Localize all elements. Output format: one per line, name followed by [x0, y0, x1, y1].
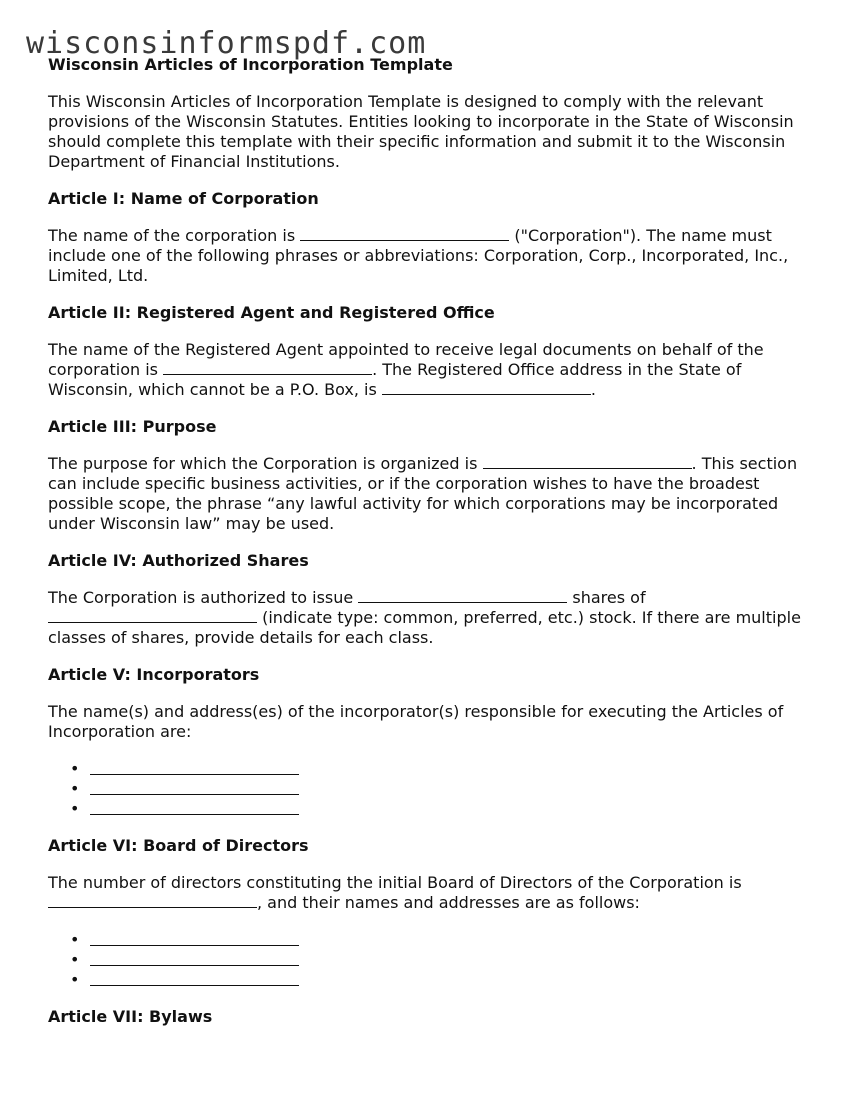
- corporation-name-blank[interactable]: [300, 226, 509, 241]
- intro-paragraph: This Wisconsin Articles of Incorporation Template is designed to comply with the relevant provisions of the Wisconsin Statutes. Entities looking to incorporate in the State of Wisconsin should complete this template with their specific information and submit it to the Wisconsin Department of Financial Institutions.: [48, 92, 794, 171]
- registered-office-blank[interactable]: [382, 380, 591, 395]
- site-watermark: wisconsinformspdf.com: [26, 26, 427, 61]
- article-4-text-after: (indicate type: common, preferred, etc.) stock. If there are multiple classes of shares, provide details for each class.: [48, 608, 801, 647]
- bullet-icon: •: [70, 930, 80, 949]
- director-blank-2[interactable]: [90, 951, 299, 966]
- article-3-text-before: The purpose for which the Corporation is organized is: [48, 454, 483, 473]
- incorporators-list: [48, 759, 818, 819]
- article-5-heading: Article V: Incorporators: [48, 665, 260, 684]
- list-item: [68, 930, 818, 950]
- share-count-blank[interactable]: [358, 588, 567, 603]
- article-3-text-after: . This section can include specific business activities, or if the corporation wishes to have the broadest possible scope, the phrase “any lawful activity for which corporations may be incorporated under Wisconsin law” may be used.: [48, 454, 798, 533]
- document-title: Wisconsin Articles of Incorporation Template: [48, 55, 453, 74]
- article-2-paragraph: [48, 340, 818, 400]
- article-2-text-before: The name of the Registered Agent appointed to receive legal documents on behalf of the corporation is: [48, 340, 764, 379]
- article-4-text-middle: shares of: [567, 588, 646, 607]
- article-6-text-before: The number of directors constituting the initial Board of Directors of the Corporation is: [48, 873, 742, 892]
- director-blank-1[interactable]: [90, 931, 299, 946]
- article-2-heading: Article II: Registered Agent and Registered Office: [48, 303, 495, 322]
- purpose-blank[interactable]: [483, 454, 692, 469]
- directors-list: [48, 930, 818, 990]
- article-7-heading: Article VII: Bylaws: [48, 1007, 213, 1026]
- director-count-blank[interactable]: [48, 893, 257, 908]
- article-4-paragraph: [48, 588, 818, 648]
- article-3-heading: Article III: Purpose: [48, 417, 217, 436]
- incorporator-blank-1[interactable]: [90, 760, 299, 775]
- bullet-icon: •: [70, 950, 80, 969]
- list-item: [68, 950, 818, 970]
- registered-agent-blank[interactable]: [163, 360, 372, 375]
- article-3-paragraph: [48, 454, 818, 534]
- list-item: [68, 779, 818, 799]
- list-item: [68, 759, 818, 779]
- list-item: [68, 799, 818, 819]
- director-blank-3[interactable]: [90, 971, 299, 986]
- article-6-paragraph: [48, 873, 818, 913]
- article-6-text-after: , and their names and addresses are as follows:: [257, 893, 640, 912]
- incorporator-blank-2[interactable]: [90, 780, 299, 795]
- article-2-text-after: .: [590, 380, 597, 399]
- incorporator-blank-3[interactable]: [90, 800, 299, 815]
- bullet-icon: •: [70, 799, 80, 818]
- bullet-icon: •: [70, 970, 80, 989]
- article-1-paragraph: [48, 226, 818, 286]
- article-5-paragraph: The name(s) and address(es) of the incorporator(s) responsible for executing the Articles of Incorporation are:: [48, 702, 784, 741]
- document-body: [48, 55, 818, 1044]
- article-1-text-before: The name of the corporation is: [48, 226, 301, 245]
- list-item: [68, 970, 818, 990]
- article-2-text-middle: . The Registered Office address in the State of Wisconsin, which cannot be a P.O. Box, is: [48, 360, 742, 399]
- article-4-text-before: The Corporation is authorized to issue: [48, 588, 359, 607]
- bullet-icon: •: [70, 759, 80, 778]
- article-1-heading: Article I: Name of Corporation: [48, 189, 319, 208]
- article-6-heading: Article VI: Board of Directors: [48, 836, 309, 855]
- article-4-heading: Article IV: Authorized Shares: [48, 551, 309, 570]
- bullet-icon: •: [70, 779, 80, 798]
- share-type-blank[interactable]: [48, 608, 257, 623]
- article-1-text-after: ("Corporation"). The name must include one of the following phrases or abbreviations: Corporation, Corp., Incorporated, Inc., Limited, Ltd.: [48, 226, 789, 285]
